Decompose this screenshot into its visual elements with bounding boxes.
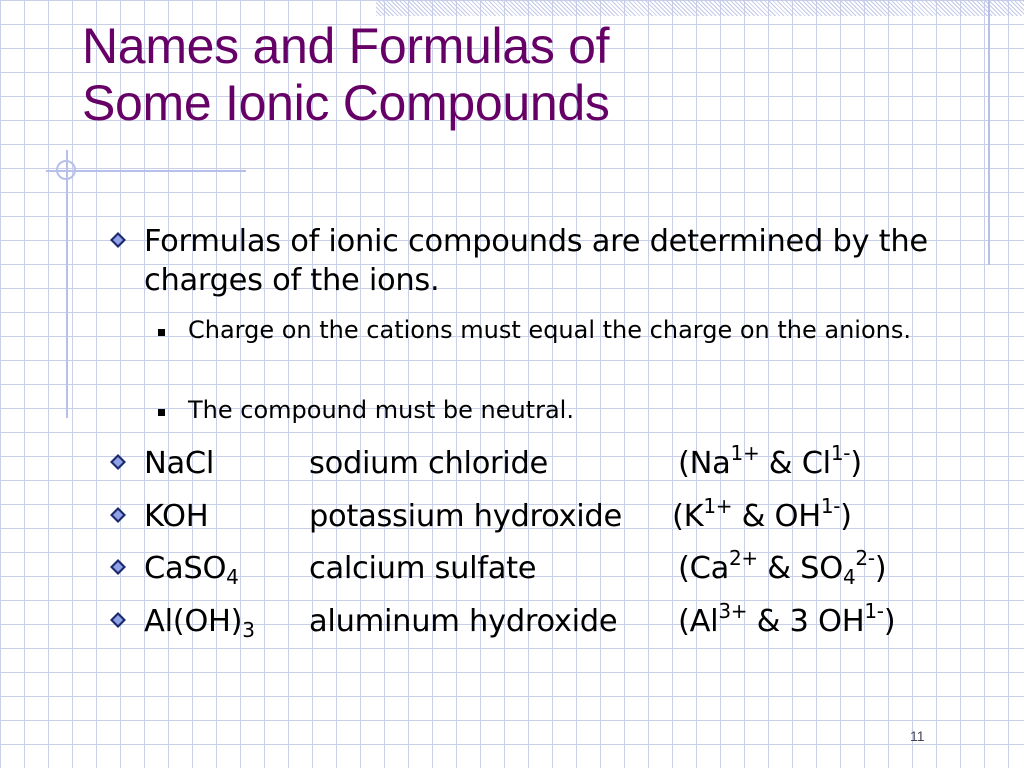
corner-ring-decoration [56, 160, 76, 180]
compound-row [106, 494, 1006, 537]
diamond-bullet-icon [110, 559, 126, 575]
title-underline-decoration [46, 170, 246, 172]
compound-ions: ($Na^{1+}$ & $Cl^{1-}$) [678, 441, 862, 481]
sub-bullet-1 [158, 314, 938, 380]
page-number: 11 [910, 728, 925, 744]
right-vertical-line [988, 0, 990, 265]
compound-formula: KOH [144, 499, 209, 534]
compound-name: sodium chloride [309, 446, 548, 481]
compound-formula: NaCl [144, 446, 215, 481]
header-hatch-decoration [376, 0, 1024, 16]
compound-formula: $Al(OH)_3$ [144, 604, 255, 642]
diamond-bullet-icon [110, 232, 126, 248]
compound-ions: ($K^{1+}$ & $OH^{1-}$) [672, 494, 852, 534]
bullet-main-text: Formulas of ionic compounds are determined by the charges of the ions. [144, 224, 928, 298]
square-bullet-icon [158, 409, 165, 416]
sub-bullet-1-text: Charge on the cations must equal the charge on the anions. [188, 316, 911, 344]
slide-title [82, 18, 610, 132]
left-vertical-line [66, 150, 68, 418]
diamond-bullet-icon [110, 612, 126, 628]
compound-formula: CaSO$_4$ [144, 551, 239, 589]
compound-row [106, 546, 1006, 589]
title-line-2: Some Ionic Compounds [82, 75, 610, 131]
title-line-1: Names and Formulas of [82, 18, 610, 74]
compound-row [106, 599, 1006, 642]
bullet-main [106, 222, 986, 302]
compound-name: aluminum hydroxide [309, 604, 618, 639]
sub-bullet-2 [158, 394, 938, 427]
compound-ions: ($Al^{3+}$ & 3 $OH^{1-}$) [678, 599, 896, 639]
compound-ions: ($Ca^{2+}$ & $SO_4^{2-}$) [678, 546, 887, 589]
diamond-bullet-icon [110, 454, 126, 470]
square-bullet-icon [158, 329, 165, 336]
sub-bullet-2-text: The compound must be neutral. [188, 396, 574, 424]
compound-row [106, 441, 1006, 484]
compound-name: potassium hydroxide [309, 499, 622, 534]
diamond-bullet-icon [110, 507, 126, 523]
compound-name: calcium sulfate [309, 551, 537, 586]
